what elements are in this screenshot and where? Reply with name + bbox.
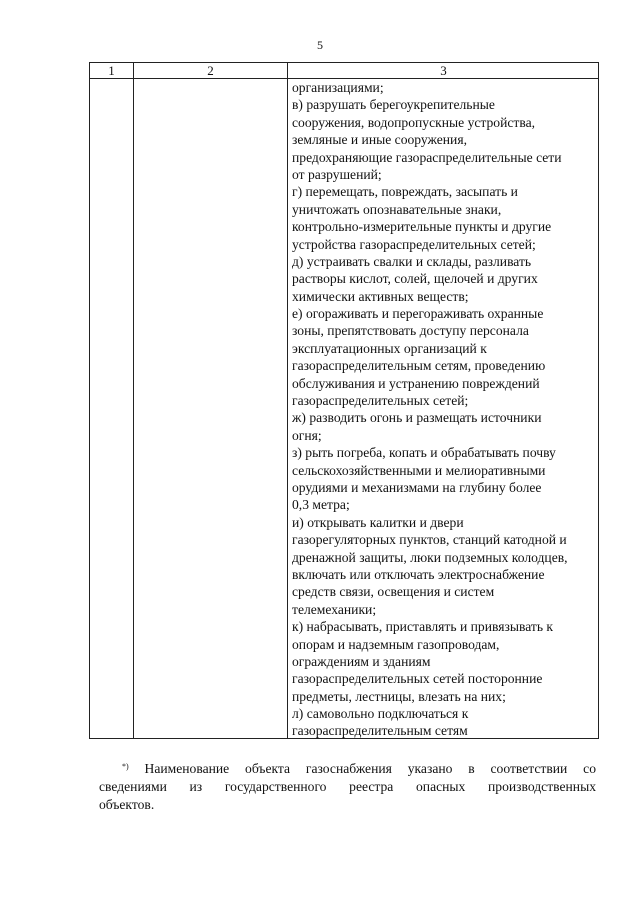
- column-3-line: ограждениям и зданиям: [292, 653, 431, 669]
- column-3-line: включать или отключать электроснабжение: [292, 566, 545, 582]
- column-3-line: контрольно-измерительные пункты и другие: [292, 219, 552, 235]
- footnote-line-1: [99, 760, 596, 778]
- column-3-line: г) перемещать, повреждать, засыпать и: [292, 184, 518, 200]
- column-header-2: 2: [207, 63, 214, 78]
- column-3-line: уничтожать опознавательные знаки,: [292, 201, 502, 217]
- column-3-line: средств связи, освещения и систем: [292, 584, 495, 600]
- column-3-line: газорегуляторных пунктов, станций катодной и: [292, 532, 567, 548]
- column-3-line: эксплуатационных организаций к: [292, 340, 487, 356]
- footnote: [99, 760, 596, 814]
- column-header-3: 3: [440, 63, 447, 78]
- column-3-line: предметы, лестницы, влезать на них;: [292, 688, 506, 704]
- column-3-line: сельскохозяйственными и мелиоративными: [292, 462, 546, 478]
- column-3-line: устройства газораспределительных сетей;: [292, 236, 536, 252]
- column-3-line: огня;: [292, 427, 322, 443]
- column-3-line: организациями;: [292, 80, 384, 95]
- column-3-line: орудиями и механизмами на глубину более: [292, 479, 542, 495]
- column-3-line: газораспределительных сетей;: [292, 393, 469, 409]
- column-3-line: е) огораживать и перегораживать охранные: [292, 306, 544, 322]
- column-3-line: д) устраивать свалки и склады, разливать: [292, 253, 532, 269]
- column-divider-1: [133, 63, 134, 738]
- column-3-text: [288, 79, 600, 740]
- footnote-marker: *): [122, 762, 129, 771]
- footnote-text-1: Наименование объекта газоснабжения указано в соответствии со: [144, 761, 596, 776]
- footnote-line-2: сведениями из государственного реестра опасных производственных: [99, 779, 596, 794]
- column-3-line: опорам и надземным газопроводам,: [292, 636, 500, 652]
- column-3-line: 0,3 метра;: [292, 497, 350, 513]
- column-3-line: предохраняющие газораспределительные сети: [292, 149, 562, 165]
- column-3-line: дренажной защиты, люки подземных колодцев,: [292, 549, 568, 565]
- column-3-line: химически активных веществ;: [292, 288, 469, 304]
- column-3-line: телемеханики;: [292, 601, 377, 617]
- column-3-line: ж) разводить огонь и размещать источники: [292, 410, 542, 426]
- column-3-line: л) самовольно подключаться к: [292, 706, 469, 722]
- column-3-line: растворы кислот, солей, щелочей и других: [292, 271, 538, 287]
- column-3-line: сооружения, водопропускные устройства,: [292, 114, 536, 130]
- column-3-line: в) разрушать берегоукрепительные: [292, 97, 495, 113]
- column-3-line: от разрушений;: [292, 166, 382, 182]
- column-3-line: и) открывать калитки и двери: [292, 514, 464, 530]
- footnote-line-3: объектов.: [99, 797, 155, 812]
- column-3-line: к) набрасывать, приставлять и привязывать к: [292, 619, 554, 635]
- column-3-line: газораспределительным сетям: [292, 723, 468, 739]
- column-3-line: газораспределительных сетей посторонние: [292, 671, 543, 687]
- column-header-1: 1: [108, 63, 115, 78]
- page-number: 5: [317, 38, 323, 52]
- table-header-row: [90, 63, 598, 79]
- column-3-line: з) рыть погреба, копать и обрабатывать почву: [292, 445, 556, 461]
- column-3-line: зоны, препятствовать доступу персонала: [292, 323, 529, 339]
- continuation-table: [89, 62, 599, 739]
- column-3-line: газораспределительным сетям, проведению: [292, 358, 546, 374]
- column-3-line: обслуживания и устранению повреждений: [292, 375, 540, 391]
- column-3-line: земляные и иные сооружения,: [292, 132, 467, 148]
